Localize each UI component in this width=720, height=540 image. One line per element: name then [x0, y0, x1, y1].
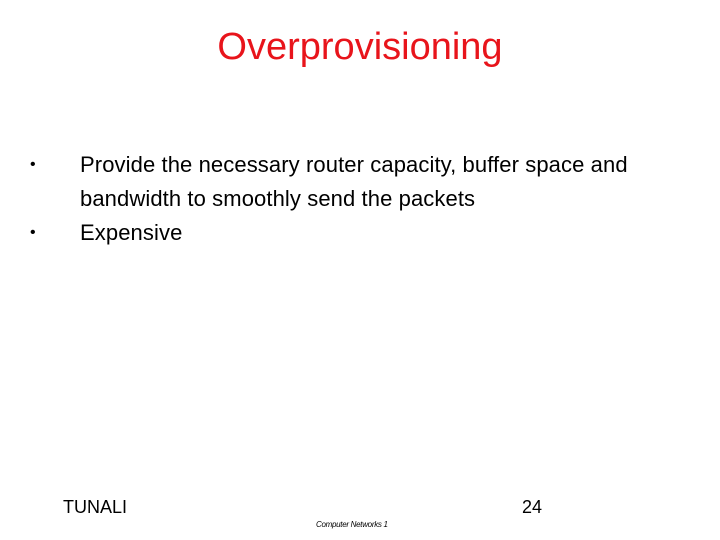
bullet-text: Expensive [80, 220, 183, 245]
footer-author: TUNALI [63, 497, 128, 517]
bullet-item [30, 148, 690, 216]
bullet-item [30, 216, 690, 250]
slide-title: Overprovisioning [217, 26, 503, 68]
bullet-marker: • [30, 156, 36, 173]
footer-course: Computer Networks 1 [316, 520, 388, 529]
bullet-marker: • [30, 224, 36, 241]
bullet-text: Provide the necessary router capacity, buffer space and bandwidth to smoothly send the packets [80, 152, 628, 211]
page-number: 24 [522, 497, 543, 517]
bullet-list [30, 148, 690, 250]
